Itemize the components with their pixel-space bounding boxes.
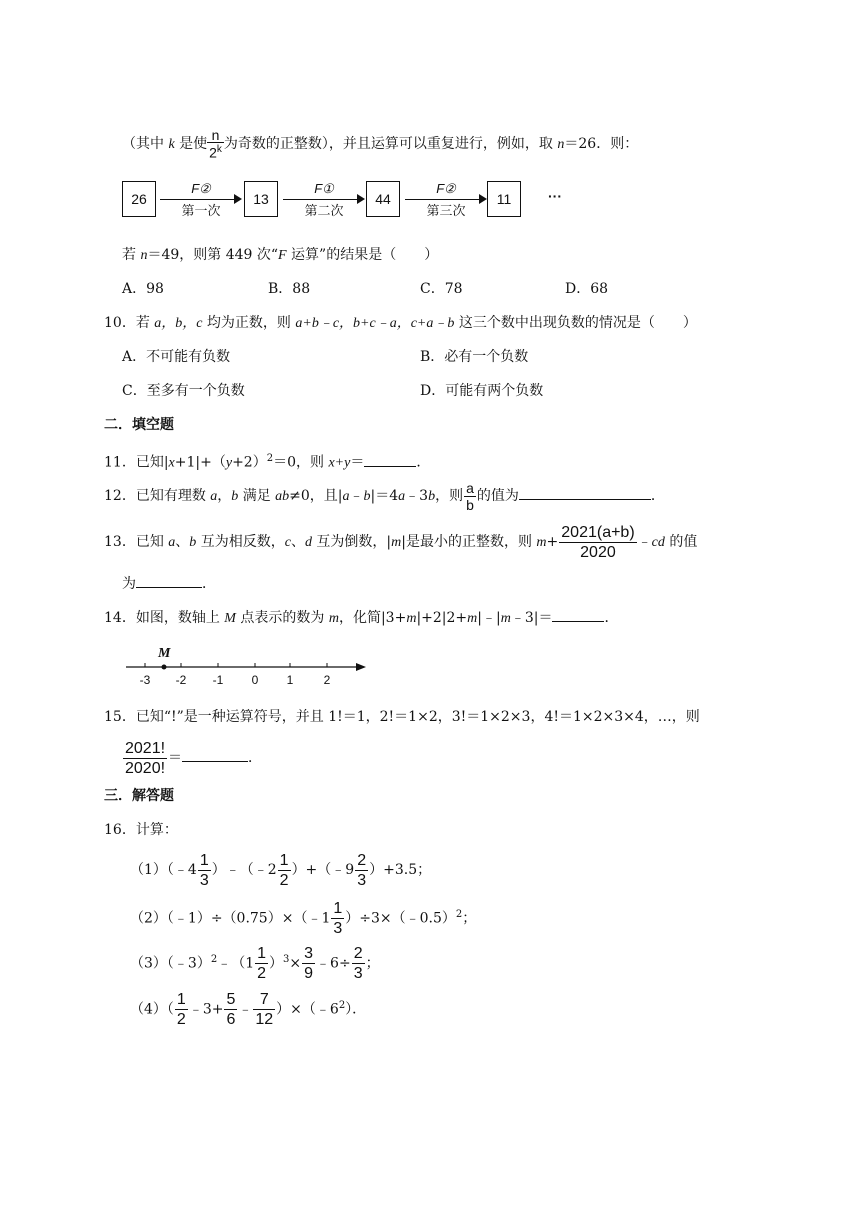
q10-stem: 10．若 a，b，c 均为正数，则 a+b﹣c，b+c﹣a，c+a﹣b 这三个数中出现负数的情况是（ ）	[104, 315, 697, 331]
section-heading: 二．填空题	[104, 417, 174, 433]
tick-label: -2	[175, 673, 187, 687]
answer-blank[interactable]	[136, 573, 202, 588]
q16-part3: （3）（﹣3）$^2$﹣（1 $\frac{1}{2}$ ）$^3$× $\frac{3}{9}$ ﹣6÷ $\frac{2}{3}$ ；	[130, 945, 380, 983]
intro-text: 是使	[174, 136, 208, 152]
answer-blank[interactable]	[182, 747, 248, 762]
tick-label: 0	[251, 673, 259, 687]
flow-arrow	[405, 180, 487, 220]
flow-box: 13	[244, 181, 278, 217]
intro-text: 为奇数的正整数），并且运算可以重复进行，例如，取	[223, 136, 558, 152]
operation-label: F①	[314, 181, 334, 196]
arrowhead-icon	[356, 663, 366, 671]
n-over-2k-fraction	[207, 128, 224, 160]
q9-stem: 若 n＝49，则第 449 次“F 运算”的结果是（ ）	[122, 247, 439, 263]
q9-option-c: C．78	[420, 281, 463, 297]
flow-arrow	[283, 180, 365, 220]
q13-line2: 为 ．	[122, 573, 216, 594]
answer-blank[interactable]	[552, 607, 604, 622]
q10-option-b: B．必有一个负数	[420, 349, 529, 365]
step-label: 第二次	[304, 203, 344, 218]
step-label: 第一次	[181, 203, 221, 218]
section-heading: 三．解答题	[104, 788, 174, 804]
flow-box: 44	[366, 181, 400, 217]
flow-box: 11	[487, 181, 521, 217]
q16-part4: （4）（ $\frac{1}{2}$ ﹣3+ $\frac{5}{6}$ ﹣ $\frac{7}{12}$ ）$\times(﹣6^2)$．	[130, 991, 367, 1029]
q16-part1: （1）（﹣4 $\frac{1}{3}$ ）﹣（﹣2 $\frac{1}{2}$ ）+（﹣9 $\frac{2}{3}$ ）+3.5；	[130, 851, 432, 889]
q11: 11．已知$|x+1|+(y+2)^2=0$，则 x+y＝ ．	[104, 453, 431, 471]
tick-label: 2	[323, 673, 331, 687]
factorial-fraction: $\frac{2021!}{2020!}$	[125, 739, 166, 777]
q12: 12．已知有理数 a，b 满足 ab≠0，且|a﹣b|＝4a﹣3b，则 $\frac{a}{b}$ 的值为 ．	[104, 479, 665, 513]
number-line	[118, 640, 378, 690]
point-label: M	[158, 646, 171, 661]
flow-arrow	[160, 180, 242, 220]
step-label: 第三次	[426, 203, 466, 218]
q9-option-d: D．68	[565, 281, 609, 297]
a-over-b-fraction: $\frac{a}{b}$	[466, 479, 474, 513]
q9-option-a: A．98	[122, 281, 164, 297]
q9-option-b: B．88	[268, 281, 311, 297]
intro-text: ＝26．则：	[564, 136, 639, 152]
answer-blank[interactable]	[364, 452, 416, 467]
q10-option-d: D．可能有两个负数	[420, 383, 544, 399]
exponent: k	[216, 144, 222, 156]
tick-label: 1	[286, 673, 294, 687]
tick-label: -1	[212, 673, 224, 687]
fraction-numerator: n	[207, 128, 224, 143]
intro-line	[122, 128, 638, 161]
ellipsis: ···	[548, 188, 562, 204]
operation-label: F②	[436, 181, 456, 196]
q15: 15．已知“!”是一种运算符号，并且 1!＝1，2!＝1×2，3!＝1×2×3，4!＝1×2×3×4，…，则	[104, 709, 700, 725]
q16-part2: （2）（﹣1）÷（0.75）×（﹣1 $\frac{1}{3}$ ）÷3×（﹣0.5）$^2$；	[130, 900, 477, 938]
tick-label: -3	[139, 673, 151, 687]
fraction-denominator: 2	[209, 144, 217, 161]
operation-label: F②	[191, 181, 211, 196]
answer-blank[interactable]	[519, 485, 651, 500]
expression-fraction: $\frac{2021(a+b)}{2020}$	[561, 523, 635, 561]
q10-option-a: A．不可能有负数	[122, 349, 231, 365]
intro-text: （其中	[122, 136, 169, 152]
q13: 13．已知 a、b 互为相反数，c、d 互为倒数，|m|是最小的正整数，则 m+ $\frac{2021(a+b)}{2020}$ ﹣cd 的值	[104, 523, 698, 561]
var-n: n	[557, 137, 565, 152]
q10-option-c: C．至多有一个负数	[122, 383, 245, 399]
var-k: k	[168, 137, 175, 152]
q16-title: 16．计算：	[104, 822, 178, 838]
flow-box: 26	[122, 181, 156, 217]
point-m	[162, 665, 167, 670]
q15-line2: $\frac{2021!}{2020!}$ ＝ ．	[125, 739, 263, 777]
q14: 14．如图，数轴上 M 点表示的数为 m，化简|3+m|+2|2+m|﹣|m﹣3|＝ ．	[104, 607, 618, 629]
